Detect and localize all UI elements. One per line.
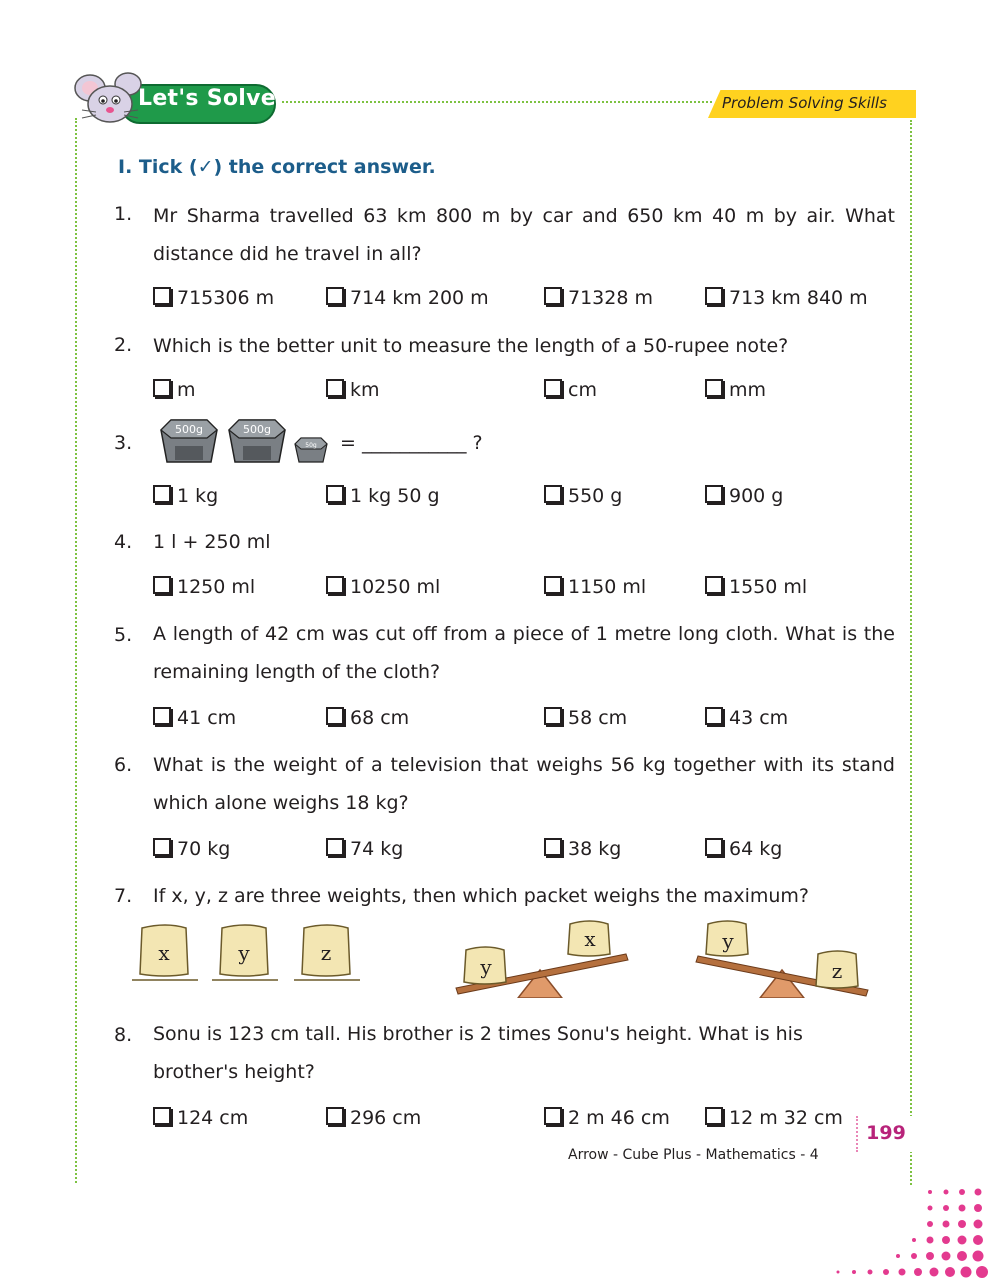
checkbox[interactable] xyxy=(705,576,723,594)
checkbox[interactable] xyxy=(544,287,562,305)
options-row xyxy=(153,1107,913,1137)
checkbox[interactable] xyxy=(153,379,171,397)
question-number: 2. xyxy=(114,334,133,356)
checkbox[interactable] xyxy=(705,838,723,856)
checkbox[interactable] xyxy=(326,287,344,305)
checkbox[interactable] xyxy=(153,838,171,856)
question-number: 3. xyxy=(114,432,133,454)
options-row xyxy=(153,485,913,515)
checkbox[interactable] xyxy=(544,576,562,594)
question-number: 4. xyxy=(114,531,133,553)
option[interactable]: 12 m 32 cm xyxy=(705,1107,843,1129)
svg-text:500g: 500g xyxy=(175,423,203,436)
question-text: What is the weight of a television that weighs 56 kg together with its stand which alone weighs 18 kg? xyxy=(153,754,895,814)
svg-text:x: x xyxy=(584,927,596,951)
weights-illustration xyxy=(155,418,335,470)
option[interactable]: km xyxy=(326,379,380,401)
option[interactable]: 64 kg xyxy=(705,838,782,860)
question-text: Sonu is 123 cm tall. His brother is 2 times Sonu's height. What is his brother's height? xyxy=(153,1023,803,1083)
option[interactable]: 124 cm xyxy=(153,1107,248,1129)
question-text: If x, y, z are three weights, then which packet weighs the maximum? xyxy=(153,885,809,907)
option[interactable]: 1550 ml xyxy=(705,576,807,598)
svg-text:500g: 500g xyxy=(243,423,271,436)
checkbox[interactable] xyxy=(705,379,723,397)
checkbox[interactable] xyxy=(153,287,171,305)
section-title: Let's Solve xyxy=(138,86,277,111)
options-row xyxy=(153,379,913,409)
page-number: 199 xyxy=(856,1116,914,1152)
svg-text:x: x xyxy=(158,941,170,965)
option[interactable]: 1150 ml xyxy=(544,576,646,598)
svg-text:z: z xyxy=(320,941,332,965)
option[interactable]: mm xyxy=(705,379,766,401)
skills-tag: Problem Solving Skills xyxy=(722,94,887,112)
option[interactable]: 296 cm xyxy=(326,1107,421,1129)
option[interactable]: 71328 m xyxy=(544,287,653,309)
options-row xyxy=(153,707,913,737)
question-text: = ___________ ? xyxy=(340,432,483,454)
checkbox[interactable] xyxy=(705,1107,723,1125)
option[interactable]: 43 cm xyxy=(705,707,788,729)
option[interactable]: 714 km 200 m xyxy=(326,287,489,309)
options-row xyxy=(153,576,913,606)
options-row xyxy=(153,287,913,317)
checkbox[interactable] xyxy=(326,576,344,594)
option[interactable]: 2 m 46 cm xyxy=(544,1107,670,1129)
question-text: Which is the better unit to measure the length of a 50-rupee note? xyxy=(153,335,789,357)
question-text: A length of 42 cm was cut off from a piece of 1 metre long cloth. What is the remaining length of the cloth? xyxy=(153,623,895,683)
checkbox[interactable] xyxy=(544,1107,562,1125)
checkbox[interactable] xyxy=(326,485,344,503)
options-row xyxy=(153,838,913,868)
option[interactable]: 10250 ml xyxy=(326,576,440,598)
question-text: 1 l + 250 ml xyxy=(153,531,271,553)
option[interactable]: cm xyxy=(544,379,597,401)
checkbox[interactable] xyxy=(153,707,171,725)
option[interactable]: 900 g xyxy=(705,485,783,507)
frame-top-dotted xyxy=(282,101,712,103)
question-number: 8. xyxy=(114,1024,133,1046)
question-number: 5. xyxy=(114,624,133,646)
checkbox[interactable] xyxy=(705,707,723,725)
option[interactable]: 1 kg xyxy=(153,485,218,507)
option[interactable]: 41 cm xyxy=(153,707,236,729)
checkbox[interactable] xyxy=(705,485,723,503)
checkbox[interactable] xyxy=(544,838,562,856)
checkbox[interactable] xyxy=(705,287,723,305)
decorative-dots xyxy=(818,1180,988,1280)
option[interactable]: 1 kg 50 g xyxy=(326,485,440,507)
checkbox[interactable] xyxy=(544,379,562,397)
option[interactable]: 715306 m xyxy=(153,287,274,309)
svg-text:y: y xyxy=(480,955,492,979)
checkbox[interactable] xyxy=(544,485,562,503)
option[interactable]: m xyxy=(153,379,196,401)
frame-left-dotted xyxy=(75,118,77,1183)
option[interactable]: 1250 ml xyxy=(153,576,255,598)
svg-text:y: y xyxy=(722,929,734,953)
checkbox[interactable] xyxy=(153,1107,171,1125)
option[interactable]: 713 km 840 m xyxy=(705,287,868,309)
svg-text:z: z xyxy=(831,959,843,983)
checkbox[interactable] xyxy=(326,707,344,725)
packets-illustration xyxy=(128,918,888,998)
svg-text:y: y xyxy=(238,941,250,965)
book-title-footer: Arrow - Cube Plus - Mathematics - 4 xyxy=(568,1147,819,1163)
checkbox[interactable] xyxy=(326,1107,344,1125)
option[interactable]: 38 kg xyxy=(544,838,621,860)
question-number: 7. xyxy=(114,885,133,907)
frame-right-dotted xyxy=(910,120,912,1185)
question-text: Mr Sharma travelled 63 km 800 m by car and 650 km 40 m by air. What distance did he travel in all? xyxy=(153,205,895,265)
option[interactable]: 74 kg xyxy=(326,838,403,860)
option[interactable]: 68 cm xyxy=(326,707,409,729)
option[interactable]: 58 cm xyxy=(544,707,627,729)
checkbox[interactable] xyxy=(326,838,344,856)
svg-text:50g: 50g xyxy=(305,442,317,449)
checkbox[interactable] xyxy=(326,379,344,397)
checkbox[interactable] xyxy=(153,576,171,594)
question-number: 6. xyxy=(114,754,133,776)
option[interactable]: 70 kg xyxy=(153,838,230,860)
checkbox[interactable] xyxy=(153,485,171,503)
question-number: 1. xyxy=(114,203,133,225)
checkbox[interactable] xyxy=(544,707,562,725)
instruction: I. Tick (✓) the correct answer. xyxy=(118,156,436,178)
option[interactable]: 550 g xyxy=(544,485,622,507)
